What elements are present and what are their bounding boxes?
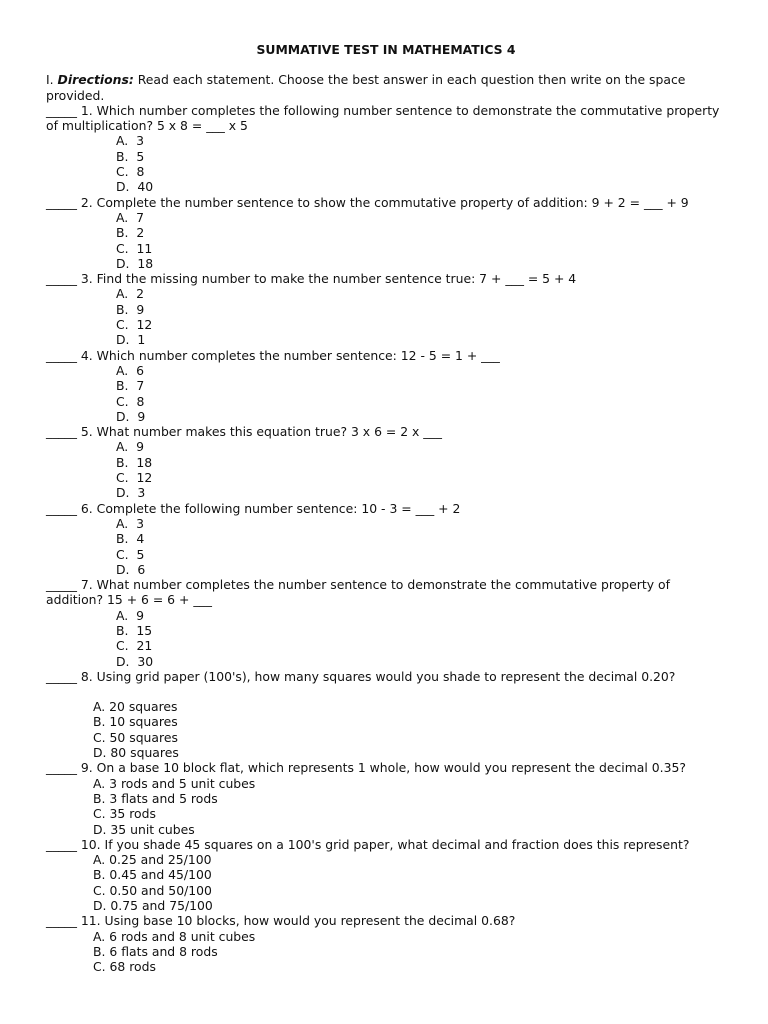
question-9: _____ 9. On a base 10 block flat, which represents 1 whole, how would you represent the decimal 0.35? <box>46 760 686 776</box>
choice-1b: B. 5 <box>116 148 145 164</box>
choice-11a: A. 6 rods and 8 unit cubes <box>93 928 256 944</box>
choice-8b: B. 10 squares <box>93 714 178 730</box>
choice-4a: A. 6 <box>116 362 144 378</box>
choice-5b: B. 18 <box>116 454 153 470</box>
choice-1c: C. 8 <box>116 164 145 180</box>
question-2: _____ 2. Complete the number sentence to show the commutative property of addition: 9 + 2 = ___ + 9 <box>46 194 689 210</box>
choice-3c: C. 12 <box>116 317 153 333</box>
choice-5c: C. 12 <box>116 470 153 486</box>
question-5: _____ 5. What number makes this equation true? 3 x 6 = 2 x ___ <box>46 424 442 440</box>
question-7: _____ 7. What number completes the number sentence to demonstrate the commutative property of addition? 15 + 6 = 6 + ___ <box>46 577 674 608</box>
choice-10c: C. 0.50 and 50/100 <box>93 882 212 898</box>
choice-4d: D. 9 <box>116 408 146 424</box>
question-8: _____ 8. Using grid paper (100's), how many squares would you shade to represent the decimal 0.20? <box>46 668 676 684</box>
choices-9 <box>93 776 726 837</box>
choice-2a: A. 7 <box>116 209 144 225</box>
question-1: _____ 1. Which number completes the following number sentence to demonstrate the commutative property of multiplication? 5 x 8 = ___ x 5 <box>46 102 724 134</box>
choice-3b: B. 9 <box>116 301 145 317</box>
choice-7d: D. 30 <box>116 653 154 669</box>
choice-5d: D. 3 <box>116 485 146 501</box>
choice-2c: C. 11 <box>116 240 153 256</box>
choice-7b: B. 15 <box>116 622 153 638</box>
choices-4 <box>116 363 726 424</box>
choice-2b: B. 2 <box>116 225 145 241</box>
question-6: _____ 6. Complete the following number sentence: 10 - 3 = ___ + 2 <box>46 500 461 516</box>
choice-4c: C. 8 <box>116 393 145 409</box>
choice-11b: B. 6 flats and 8 rods <box>93 943 218 959</box>
question-4: _____ 4. Which number completes the number sentence: 12 - 5 = 1 + ___ <box>46 347 500 363</box>
choice-10d: D. 0.75 and 75/100 <box>93 898 213 914</box>
blank-line <box>46 684 726 699</box>
choice-10b: B. 0.45 and 45/100 <box>93 867 212 883</box>
test-page <box>46 42 726 975</box>
choices-3 <box>116 286 726 347</box>
choice-3d: D. 1 <box>116 332 146 348</box>
choices-8 <box>93 699 726 760</box>
question-3: _____ 3. Find the missing number to make the number sentence true: 7 + ___ = 5 + 4 <box>46 271 577 287</box>
choice-8d: D. 80 squares <box>93 745 179 761</box>
choice-9b: B. 3 flats and 5 rods <box>93 790 218 806</box>
page-title: SUMMATIVE TEST IN MATHEMATICS 4 <box>256 42 516 57</box>
choice-7a: A. 9 <box>116 607 144 623</box>
directions-prefix: I. <box>46 72 58 88</box>
choice-8c: C. 50 squares <box>93 729 178 745</box>
question-10: _____ 10. If you shade 45 squares on a 100's grid paper, what decimal and fraction does this represent? <box>46 836 690 852</box>
choices-10 <box>93 852 726 913</box>
choices-2 <box>116 210 726 271</box>
choice-11c: C. 68 rods <box>93 959 156 975</box>
choice-3a: A. 2 <box>116 286 144 302</box>
choice-1a: A. 3 <box>116 133 144 149</box>
choice-9a: A. 3 rods and 5 unit cubes <box>93 775 256 791</box>
directions-label: Directions: <box>57 72 134 88</box>
choice-9c: C. 35 rods <box>93 806 156 822</box>
choice-10a: A. 0.25 and 25/100 <box>93 852 212 868</box>
choice-5a: A. 9 <box>116 439 144 455</box>
choices-11 <box>93 929 726 975</box>
choices-5 <box>116 439 726 500</box>
choice-1d: D. 40 <box>116 179 154 195</box>
choice-4b: B. 7 <box>116 378 145 394</box>
choice-6c: C. 5 <box>116 546 145 562</box>
choice-9d: D. 35 unit cubes <box>93 821 195 837</box>
question-11: _____ 11. Using base 10 blocks, how would you represent the decimal 0.68? <box>46 913 516 929</box>
choice-2d: D. 18 <box>116 255 154 271</box>
directions <box>46 72 726 103</box>
choices-7 <box>116 608 726 669</box>
choice-6b: B. 4 <box>116 531 145 547</box>
choice-8a: A. 20 squares <box>93 699 178 715</box>
choices-6 <box>116 516 726 577</box>
choices-1 <box>116 133 726 194</box>
choice-7c: C. 21 <box>116 638 153 654</box>
directions-text: Read each statement. Choose the best answer in each question then write on the space provided. <box>46 72 690 103</box>
choice-6d: D. 6 <box>116 561 146 577</box>
choice-6a: A. 3 <box>116 515 144 531</box>
